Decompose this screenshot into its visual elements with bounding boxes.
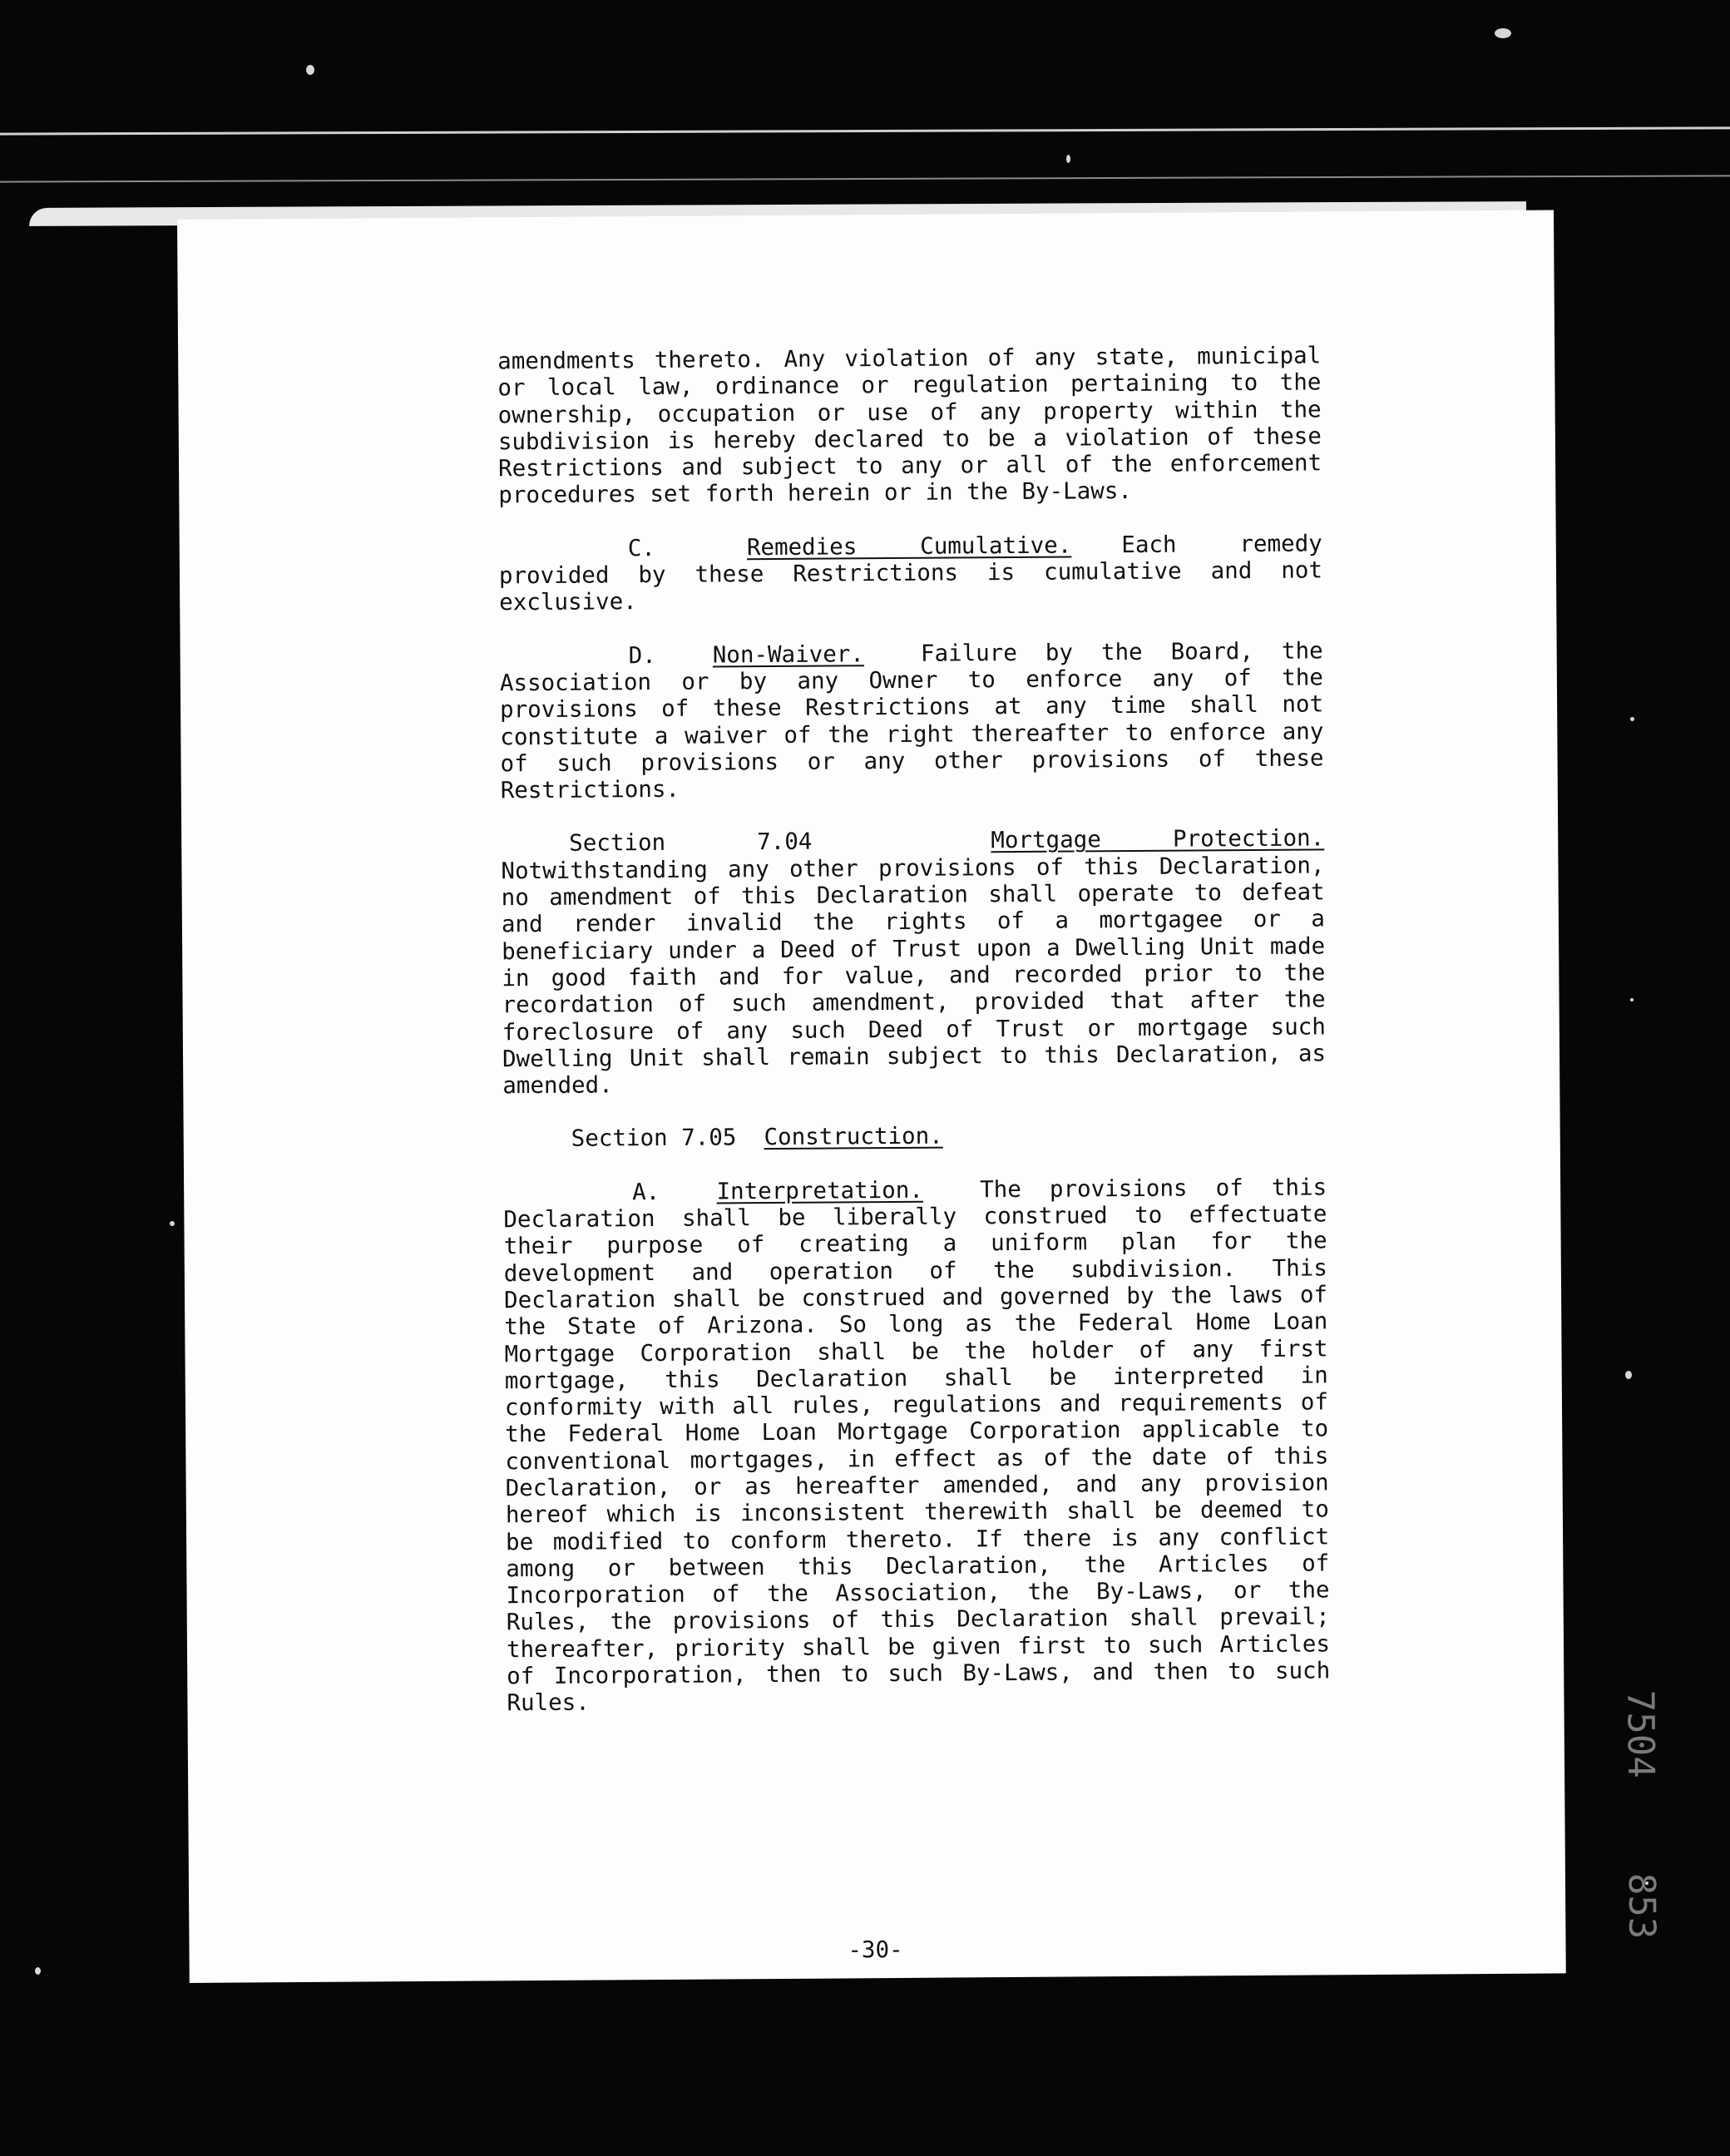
recording-page-number: 853 [1619, 1872, 1663, 1940]
item-label: D. [628, 641, 656, 669]
document-page [177, 210, 1663, 1983]
paragraph-text: Each remedy provided by these Restrictions is cumulative and not exclusive. [498, 530, 1323, 616]
recording-stamp [1613, 1690, 1664, 1965]
paragraph-violations [497, 342, 1322, 509]
section-heading: Mortgage Protection. [991, 824, 1325, 854]
item-heading: Interpretation. [716, 1176, 924, 1205]
paragraph-text: Failure by the Board, the Association or by any Owner to enforce any of the provisions of these Restrictions at any time shall not constitute a waiver of the right thereafter to enforce any of such provisions or any other provisions of these Restrictions. [499, 637, 1324, 804]
paragraph-remedies-cumulative [499, 530, 1323, 616]
recording-book-number: 7504 [1619, 1689, 1663, 1778]
section-number: 7.04 [757, 828, 813, 856]
scanner-second-line [0, 175, 1730, 182]
paragraph-text: amendments thereto. Any violation of any state, municipal or local law, ordinance or regulation pertaining to the ownership, occupation or use of any property within the subdivision is hereby declared to be a violation of these Restrictions and subject to any or all of the enforcement procedures set forth herein or in the By-Laws. [497, 342, 1322, 509]
page-number: -30- [848, 1936, 903, 1964]
scanner-top-line [0, 126, 1730, 135]
item-label: A. [632, 1178, 660, 1205]
paragraph-text: The provisions of this Declaration shall be liberally construed to effectuate their purpose of creating a uniform plan for the development and operation of the subdivision. This Declaration shall be construed and governed by the laws of the State of Arizona. So long as the Federal Home Loan Mortgage Corporation shall be the holder of any first mortgage, this Declaration shall be interpreted in conformity with all rules, regulations and requirements of the Federal Home Loan Mortgage Corporation applicable to conventional mortgages, in effect as of the date of this Declaration, or as hereafter amended, and any provision hereof which is inconsistent therewith shall be deemed to be modified to conform thereto. If there is any conflict among or between this Declaration, the Articles of Incorporation of the Association, the By-Laws, or the Rules, the provisions of this Declaration shall prevail; thereafter, priority shall be given first to such Articles of Incorporation, then to such By-Laws, and then to such Rules. [503, 1174, 1331, 1717]
section-label: Section [569, 829, 666, 858]
paragraph-interpretation [503, 1174, 1330, 1717]
item-label: C. [627, 534, 656, 562]
item-heading: Non-Waiver. [712, 640, 865, 669]
section-label: Section 7.05 [571, 1124, 737, 1153]
paragraph-non-waiver [500, 637, 1324, 804]
section-heading-construction [503, 1120, 1327, 1153]
paragraph-mortgage-protection [501, 825, 1326, 1100]
section-heading: Construction. [764, 1123, 943, 1151]
paragraph-text: Notwithstanding any other provisions of this Declaration, no amendment of this Declaration shall operate to defeat and render invalid the rights of a mortgagee or a beneficiary under a Deed of Trust upon a Dwelling Unit made in good faith and for value, and recorded prior to the recordation of such amendment, provided that after the foreclosure of any such Deed of Trust or mortgage such Dwelling Unit shall remain subject to this Declaration, as amended. [501, 852, 1327, 1100]
item-heading: Remedies Cumulative. [746, 532, 1072, 561]
document-body [497, 342, 1331, 1743]
